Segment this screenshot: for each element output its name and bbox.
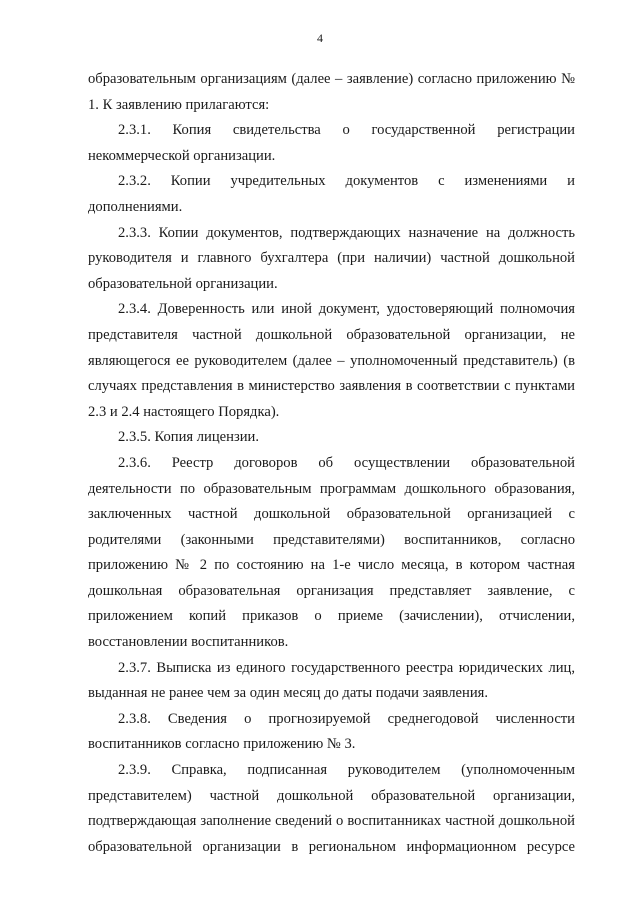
paragraph-2-3-7: 2.3.7. Выписка из единого государственного реестра юридических лиц, выданная не ранее чем за один месяц до даты подачи заявления. [88,659,575,702]
paragraph-2-3-9: 2.3.9. Справка, подписанная руководителем (уполномоченным представителем) частной дошкольной образовательной организации, подтверждающая заполнение сведений о воспитанниках частной дошкольной образовательной организации в региональном информационном ресурсе [88,762,575,855]
document-body [88,67,575,860]
paragraph-2-3-6: 2.3.6. Реестр договоров об осуществлении образовательной деятельности по образовательным программам дошкольного образования, заключенных частной дошкольной образовательной организацией с родителями (законными представителями) воспитанников, согласно приложению № 2 по состоянию на 1-е число месяца, в котором частная дошкольная образовательная организация представляет заявление, с приложением копий приказов о приеме (зачислении), отчислении, восстановлении воспитанников. [88,454,575,651]
paragraph-continuation: образовательным организациям (далее – заявление) согласно приложению № 1. К заявлению прилагаются: [88,71,575,113]
paragraph-2-3-4: 2.3.4. Доверенность или иной документ, удостоверяющий полномочия представителя частной дошкольной образовательной организации, не являющегося ее руководителем (далее – уполномоченный представитель) (в случаях представления в министерство заявления в соответствии с пунктами 2.3 и 2.4 настоящего Порядка). [88,301,575,420]
paragraph-2-3-1: 2.3.1. Копия свидетельства о государственной регистрации некоммерческой организации. [88,122,575,164]
paragraph-2-3-5: 2.3.5. Копия лицензии. [118,429,259,446]
paragraph-2-3-8: 2.3.8. Сведения о прогнозируемой среднегодовой численности воспитанников согласно приложению № 3. [88,710,575,753]
paragraph-2-3-2: 2.3.2. Копии учредительных документов с изменениями и дополнениями. [88,173,575,215]
paragraph-2-3-3: 2.3.3. Копии документов, подтверждающих назначение на должность руководителя и главного бухгалтера (при наличии) частной дошкольной образовательной организации. [88,224,575,292]
page-number: 4 [317,31,323,45]
